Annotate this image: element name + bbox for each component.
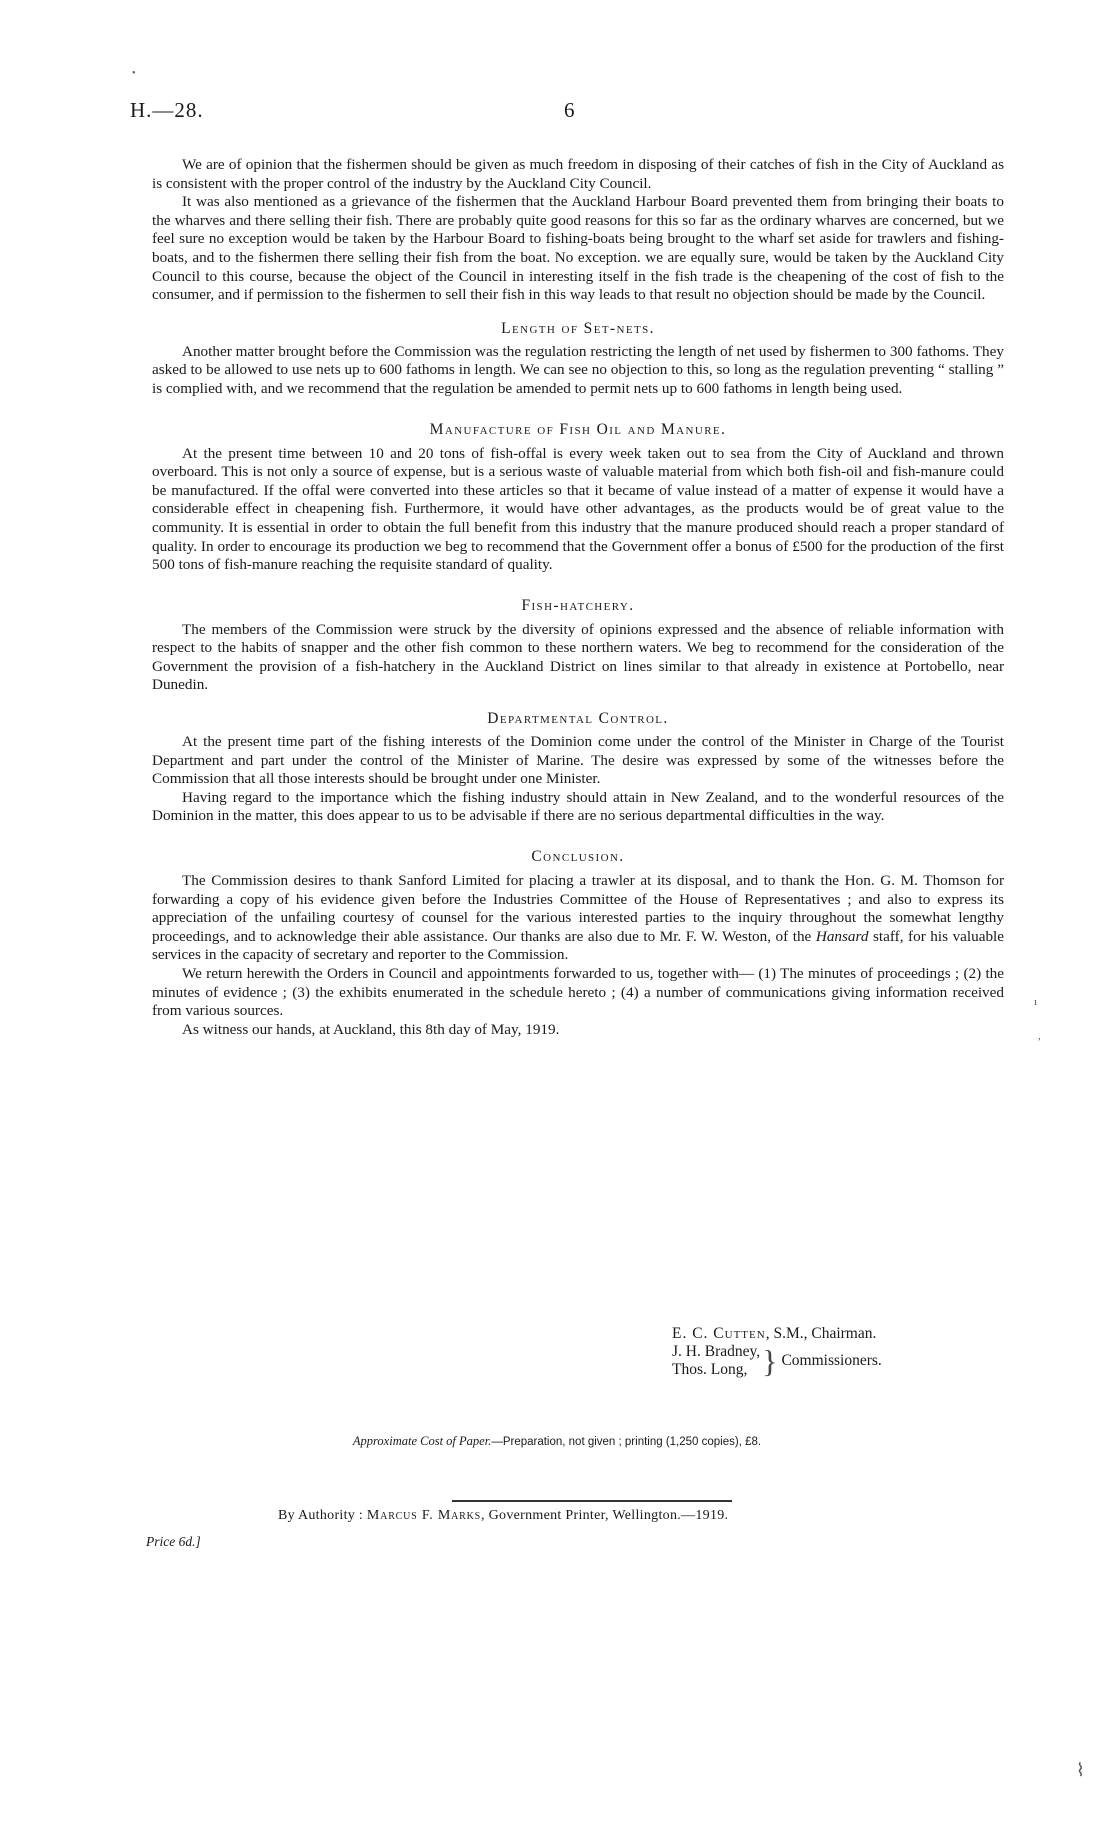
scan-mark-icon: ⌇ bbox=[1076, 1760, 1085, 1780]
cost-label: Approximate Cost of Paper. bbox=[352, 1434, 492, 1448]
thanks-text-start: The Commission desires to thank Sanford Limited for placing a trawler at its disposal, and to thank the Hon. G. M. Thomson for forwarding a copy of his evidence given before the Industries Committee of the House of Representatives ; and also to express its appreciation of the unfailing courtesy of counsel for the various interested parties to the inquiry throughout the somewhat lengthy proceedings, and to acknowledge their able assistance. Our thanks are also due to Mr. F. W. Weston, of the bbox=[152, 872, 1004, 945]
paragraph-fish-hatchery: The members of the Commission were struck by the diversity of opinions expressed and the absence of reliable information with respect to the habits of snapper and the other fish common to these northern waters. We beg to recommend for the consideration of the Government the provision of a fish-hatchery in the Auckland District on lines similar to that already in existence at Portobello, near Dunedin. bbox=[152, 620, 1004, 694]
footer-divider bbox=[452, 1500, 732, 1502]
heading-set-nets: Length of Set-nets. bbox=[501, 319, 655, 337]
printer-suffix: , Government Printer, Wellington.—1919. bbox=[481, 1508, 729, 1523]
heading-departmental-control: Departmental Control. bbox=[487, 710, 669, 728]
commissioner-bradney: J. H. Bradney, bbox=[672, 1343, 761, 1360]
page-header bbox=[130, 98, 1000, 128]
chairman-name: E. C. Cutten bbox=[672, 1325, 766, 1342]
chairman-signature bbox=[672, 1325, 882, 1343]
authority-prefix: By Authority : bbox=[278, 1508, 364, 1523]
paragraph-departmental-control: At the present time part of the fishing interests of the Dominion come under the control of the Minister in Charge of the Tourist Department and part under the control of the Minister of Marine. The desire was expressed by some of the witnesses before the Commission that all those interests should be brought under one Minister. bbox=[152, 733, 1004, 788]
commissioners-group bbox=[672, 1343, 882, 1379]
hansard-italic: Hansard bbox=[815, 927, 869, 945]
heading-conclusion: Conclusion. bbox=[531, 848, 625, 866]
commissioner-long: Thos. Long, bbox=[672, 1361, 748, 1378]
cost-of-paper-note bbox=[0, 1434, 1114, 1449]
paragraph-thanks bbox=[152, 872, 1004, 965]
scan-speck-icon: • bbox=[132, 68, 136, 79]
paragraph-regard-importance: Having regard to the importance which the fishing industry should attain in New Zealand, and to the wonderful resources of the Dominion in the matter, this does appear to us to be advisable if there are no serious departmental difficulties in the way. bbox=[152, 788, 1004, 825]
printer-authority bbox=[278, 1508, 728, 1524]
printer-name: Marcus F. Marks bbox=[366, 1508, 482, 1523]
margin-comma-icon: , bbox=[1038, 1030, 1041, 1042]
paragraph-fishermen-freedom: We are of opinion that the fishermen should be given as much freedom in disposing of their catches of fish in the City of Auckland as is consistent with the proper control of the industry by the Auckland City Council. bbox=[152, 156, 1004, 192]
paragraph-harbour-board: It was also mentioned as a grievance of the fishermen that the Auckland Harbour Board prevented them from bringing their boats to the wharves and there selling their fish. There are probably quite good reasons for this so far as the ordinary wharves are concerned, but we feel sure no exception would be taken by the Harbour Board to fishing-boats being brought to the wharf set aside for trawlers and fishing-boats, and to the fishermen there selling their fish from the boat. No exception. we are equally sure, would be taken by the Auckland City Council to this course, because the object of the Council in interesting itself in the fish trade is the cheapening of the cost of fish to the consumer, and if permission to the fishermen to sell their fish in this way leads to that result no objection should be made by the Council. bbox=[152, 193, 1004, 304]
cost-details: —Preparation, not given ; printing (1,250 copies), £8. bbox=[491, 1436, 762, 1448]
heading-fish-oil-manure: Manufacture of Fish Oil and Manure. bbox=[429, 420, 727, 438]
chairman-title: , S.M., Chairman. bbox=[765, 1325, 877, 1342]
signature-block bbox=[672, 1325, 882, 1379]
document-reference: H.—28. bbox=[130, 98, 204, 122]
report-body bbox=[152, 156, 1004, 1039]
margin-tick-icon: ı bbox=[1034, 996, 1038, 1008]
commissioner-names bbox=[672, 1343, 760, 1379]
paragraph-set-nets: Another matter brought before the Commission was the regulation restricting the length of net used by fishermen to 300 fathoms. They asked to be allowed to use nets up to 600 fathoms in length. We can see no objection to this, so long as the regulation preventing “ stalling ” is complied with, and we recommend that the regulation be amended to permit nets up to 600 fathoms in length being used. bbox=[152, 342, 1004, 397]
page-number: 6 bbox=[564, 98, 575, 122]
commissioners-role: Commissioners. bbox=[781, 1352, 882, 1369]
thanks-text-end: staff, for his valuable services in the capacity of secretary and reporter to the Commission. bbox=[152, 927, 1005, 964]
paragraph-return-orders: We return herewith the Orders in Council and appointments forwarded to us, together with— (1) The minutes of proceedings ; (2) the minutes of evidence ; (3) the exhibits enumerated in the schedule hereto ; (4) a number of communications giving information received from various sources. bbox=[152, 965, 1004, 1020]
paragraph-fish-oil-manure: At the present time between 10 and 20 tons of fish-offal is every week taken out to sea from the City of Auckland and thrown overboard. This is not only a source of expense, but is a serious waste of valuable material from which both fish-oil and fish-manure could be manufactured. If the offal were converted into these articles so that it became of value instead of a matter of expense it would have a considerable effect in cheapening fish. Furthermore, it would have other advantages, as the products would be of great value to the community. It is essential in order to obtain the full benefit from this industry that the manure produced should reach a proper standard of quality. In order to encourage its production we beg to recommend that the Government offer a bonus of £500 for the production of the first 500 tons of fish-manure reaching the requisite standard of quality. bbox=[152, 444, 1004, 574]
price-label: Price 6d.] bbox=[146, 1534, 201, 1549]
paragraph-witness: As witness our hands, at Auckland, this 8th day of May, 1919. bbox=[182, 1020, 560, 1038]
heading-fish-hatchery: Fish-hatchery. bbox=[521, 596, 635, 614]
brace-icon: } bbox=[762, 1343, 778, 1379]
